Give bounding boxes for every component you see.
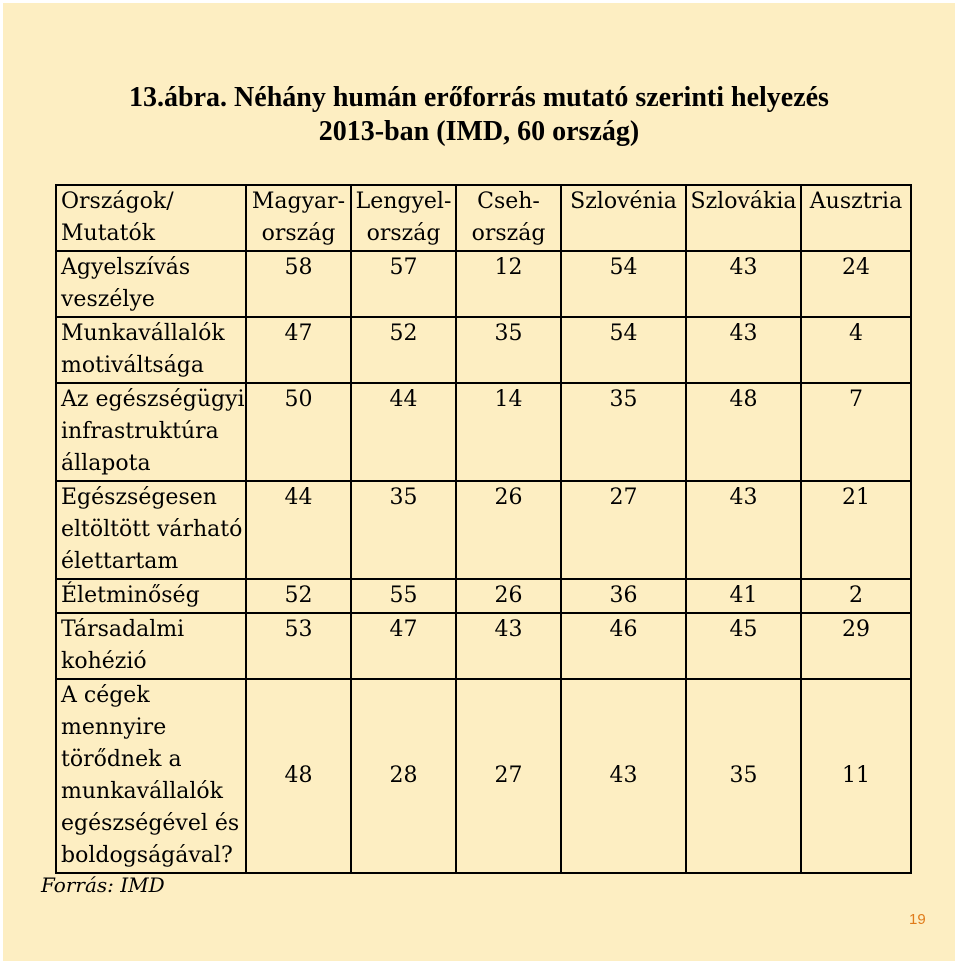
row-label-cell: Munkavállalók motiváltsága — [56, 317, 246, 383]
header-country-czechia: Cseh- ország — [456, 185, 561, 251]
table-row — [56, 579, 911, 613]
rank-cell: 26 — [456, 481, 561, 579]
rank-cell: 48 — [686, 383, 801, 481]
figure-title-line-1: 13.ábra. Néhány humán erőforrás mutató szerinti helyezés — [129, 82, 829, 113]
rank-cell: 43 — [456, 613, 561, 679]
rank-cell: 41 — [686, 579, 801, 613]
table-row — [56, 679, 911, 873]
table-row — [56, 613, 911, 679]
header-country-hungary: Magyar- ország — [246, 185, 351, 251]
header-country-slovenia: Szlovénia — [561, 185, 686, 251]
rank-cell: 11 — [801, 679, 911, 873]
figure-title — [3, 81, 955, 149]
rank-cell: 4 — [801, 317, 911, 383]
rank-cell: 35 — [456, 317, 561, 383]
row-label-cell: Agyelszívás veszélye — [56, 251, 246, 317]
rank-cell: 24 — [801, 251, 911, 317]
rank-cell: 52 — [351, 317, 456, 383]
rank-cell: 26 — [456, 579, 561, 613]
rank-cell: 44 — [246, 481, 351, 579]
header-corner-cell: Országok/ Mutatók — [56, 185, 246, 251]
header-country-austria: Ausztria — [801, 185, 911, 251]
rank-cell: 28 — [351, 679, 456, 873]
rank-cell: 53 — [246, 613, 351, 679]
rank-cell: 58 — [246, 251, 351, 317]
rank-cell: 47 — [246, 317, 351, 383]
table-header-row — [56, 185, 911, 251]
table-row — [56, 383, 911, 481]
table-body — [56, 251, 911, 873]
rank-cell: 35 — [561, 383, 686, 481]
rank-cell: 48 — [246, 679, 351, 873]
row-label-cell: Egészségesen eltöltött várható élettartam — [56, 481, 246, 579]
rank-cell: 12 — [456, 251, 561, 317]
rank-cell: 55 — [351, 579, 456, 613]
rank-cell: 43 — [561, 679, 686, 873]
rank-cell: 27 — [456, 679, 561, 873]
row-label-cell: Életminőség — [56, 579, 246, 613]
header-country-slovakia: Szlovákia — [686, 185, 801, 251]
figure-title-line-2: 2013-ban (IMD, 60 ország) — [318, 116, 640, 147]
rank-cell: 35 — [686, 679, 801, 873]
rank-cell: 43 — [686, 317, 801, 383]
rank-cell: 35 — [351, 481, 456, 579]
rank-cell: 47 — [351, 613, 456, 679]
rank-cell: 54 — [561, 317, 686, 383]
table-row — [56, 317, 911, 383]
rank-cell: 43 — [686, 251, 801, 317]
row-label-cell: Az egészségügyi infrastruktúra állapota — [56, 383, 246, 481]
rank-cell: 14 — [456, 383, 561, 481]
table-row — [56, 481, 911, 579]
rank-cell: 7 — [801, 383, 911, 481]
page-number: 19 — [909, 911, 926, 928]
table-row — [56, 251, 911, 317]
document-page — [3, 3, 955, 961]
row-label-cell: A cégek mennyire törődnek a munkavállalók egészségével és boldogságával? — [56, 679, 246, 873]
header-country-poland: Lengyel- ország — [351, 185, 456, 251]
rank-cell: 45 — [686, 613, 801, 679]
source-note: Forrás: IMD — [41, 873, 165, 897]
rank-cell: 36 — [561, 579, 686, 613]
row-label-cell: Társadalmi kohézió — [56, 613, 246, 679]
rank-cell: 2 — [801, 579, 911, 613]
ranking-table — [55, 184, 912, 874]
rank-cell: 50 — [246, 383, 351, 481]
rank-cell: 54 — [561, 251, 686, 317]
rank-cell: 52 — [246, 579, 351, 613]
rank-cell: 29 — [801, 613, 911, 679]
rank-cell: 27 — [561, 481, 686, 579]
rank-cell: 43 — [686, 481, 801, 579]
rank-cell: 21 — [801, 481, 911, 579]
rank-cell: 44 — [351, 383, 456, 481]
rank-cell: 46 — [561, 613, 686, 679]
rank-cell: 57 — [351, 251, 456, 317]
